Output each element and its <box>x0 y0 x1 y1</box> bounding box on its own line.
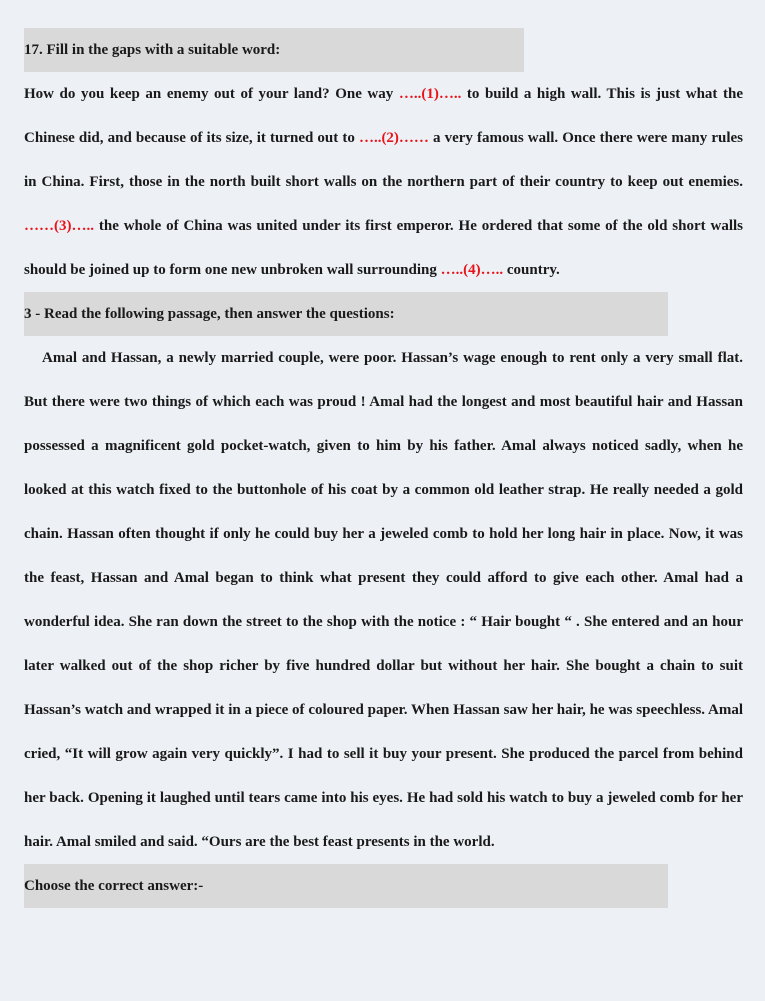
passage-text: Amal and Hassan, a newly married couple, were poor. Hassan’s wage enough to rent only a very small flat. But there were two things of which each was proud ! Amal had the longest and most beautiful hair and Hassan possessed a magnificent gold pocket-watch, given to him by his father. Amal always noticed sadly, when he looked at this watch fixed to the buttonhole of his coat by a common old leather strap. He really needed a gold chain. Hassan often thought if only he could buy her a jeweled comb to hold her long hair in place. Now, it was the feast, Hassan and Amal began to think what present they could afford to give each other. Amal had a wonderful idea. She ran down the street to the shop with the notice : “ Hair bought “ . She entered and an hour later walked out of the shop richer by five hundred dollar but without her hair. She bought a chain to suit Hassan’s watch and wrapped it in a piece of coloured paper. When Hassan saw her hair, he was speechless. Amal cried, “It will grow again very quickly”. I had to sell it buy your present. She produced the parcel from behind her back. Opening it laughed until tears came into his eyes. He had sold his watch to buy a jeweled comb for her hair. Amal smiled and said. “Ours are the best feast presents in the world. <box>24 350 743 850</box>
passage-text: the whole of China was united under its first emperor. He ordered that some of the old short walls should be joined up to form one new unbroken wall surrounding <box>24 218 743 278</box>
passage-text: How do you keep an enemy out of your land? One way <box>24 86 399 102</box>
passage-text: a very famous wall. Once there were many rules in China. First, those in the north built short walls on the northern part of their country to keep out enemies. <box>24 130 743 190</box>
passage-text: country. <box>503 262 560 278</box>
gap-marker: …..(2)…… <box>358 130 429 146</box>
gap-marker: …..(1)….. <box>398 86 462 102</box>
fill-gaps-paragraph <box>24 72 743 292</box>
document-page <box>0 28 765 908</box>
reading-passage-heading: 3 - Read the following passage, then answer the questions: <box>24 292 668 336</box>
passage-text: to build a high wall. This is just what the Chinese did, and because of its size, it turned out to <box>24 86 743 146</box>
gap-marker: …..(4)….. <box>440 262 504 278</box>
reading-passage <box>24 336 743 864</box>
gap-marker: ……(3)….. <box>24 218 94 234</box>
choose-answer-heading: Choose the correct answer:- <box>24 864 668 908</box>
question-17-heading: 17. Fill in the gaps with a suitable word: <box>24 28 524 72</box>
